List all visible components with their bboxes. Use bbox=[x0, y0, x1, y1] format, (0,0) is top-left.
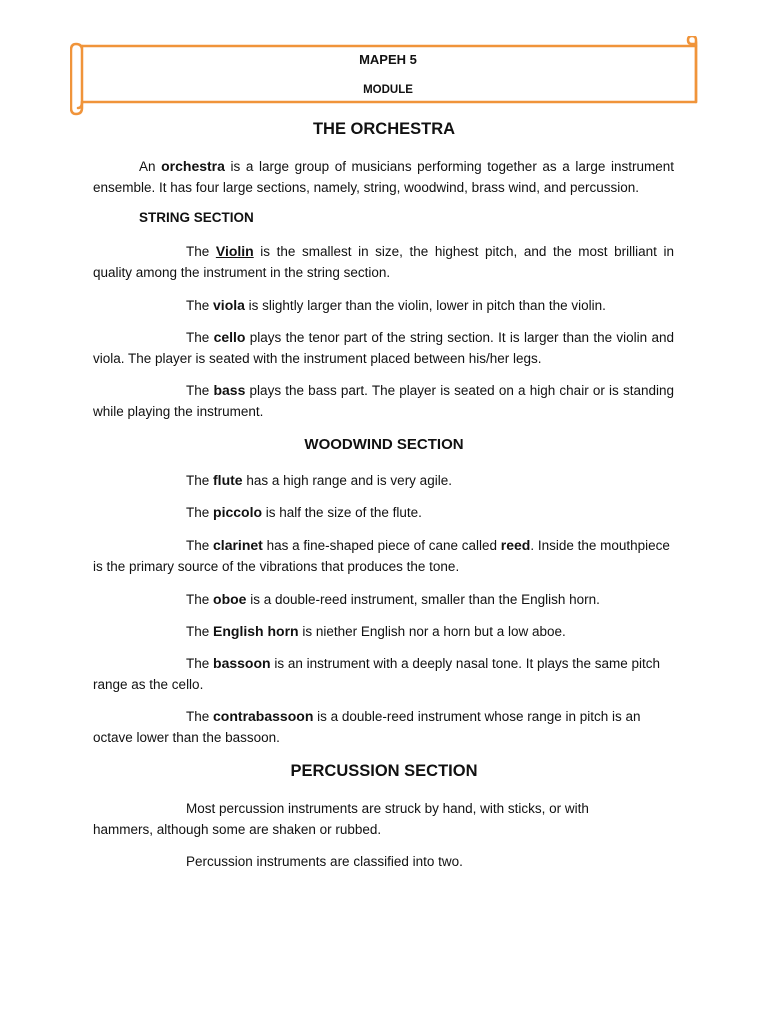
term-oboe: oboe bbox=[213, 591, 247, 607]
flute-paragraph: The flute has a high range and is very agile. bbox=[186, 472, 452, 488]
viola-paragraph: The viola is slightly larger than the violin, lower in pitch than the violin. bbox=[186, 297, 606, 313]
percussion-paragraph-2: Percussion instruments are classified into two. bbox=[186, 854, 463, 869]
contrabassoon-paragraph: The contrabassoon is a double-reed instrument whose range in pitch is an octave lower than the bassoon. bbox=[93, 708, 641, 745]
bassoon-paragraph: The bassoon is an instrument with a deeply nasal tone. It plays the same pitch range as the cello. bbox=[93, 655, 661, 692]
string-section-heading: STRING SECTION bbox=[139, 210, 254, 225]
banner-subject: MAPEH 5 bbox=[359, 52, 417, 67]
term-contrabassoon: contrabassoon bbox=[213, 708, 314, 724]
term-cello: cello bbox=[213, 329, 246, 345]
cello-paragraph: The cello plays the tenor part of the string section. It is larger than the violin and viola. The player is seated with the instrument placed between his/her legs. bbox=[93, 329, 675, 366]
piccolo-paragraph: The piccolo is half the size of the flute. bbox=[186, 504, 422, 520]
term-english-horn: English horn bbox=[213, 623, 299, 639]
intro-paragraph: An orchestra is a large group of musicians performing together as a large instrument ensemble. It has four large sections, namely, string, woodwind, brass wind, and percussion. bbox=[93, 158, 674, 195]
term-bassoon: bassoon bbox=[213, 655, 271, 671]
term-violin: Violin bbox=[215, 243, 254, 259]
oboe-paragraph: The oboe is a double-reed instrument, smaller than the English horn. bbox=[186, 591, 600, 607]
header-banner bbox=[70, 36, 706, 118]
term-bass: bass bbox=[213, 382, 246, 398]
term-clarinet: clarinet bbox=[213, 537, 263, 553]
term-orchestra: orchestra bbox=[161, 158, 225, 174]
term-piccolo: piccolo bbox=[213, 504, 263, 520]
page-title: THE ORCHESTRA bbox=[312, 120, 456, 138]
banner-module-label: MODULE bbox=[363, 84, 413, 96]
percussion-paragraph-1: Most percussion instruments are struck by hand, with sticks, or with hammers, although some are shaken or rubbed. bbox=[93, 801, 589, 837]
violin-paragraph: The Violin is the smallest in size, the highest pitch, and the most brilliant in quality among the instrument in the string section. bbox=[93, 243, 674, 280]
term-reed: reed bbox=[500, 537, 531, 553]
woodwind-section-heading: WOODWIND SECTION bbox=[304, 436, 464, 453]
bass-paragraph: The bass plays the bass part. The player is seated on a high chair or is standing while playing the instrument. bbox=[93, 382, 675, 419]
percussion-section-heading: PERCUSSION SECTION bbox=[290, 762, 478, 780]
term-viola: viola bbox=[213, 297, 245, 313]
clarinet-paragraph: The clarinet has a fine-shaped piece of cane called reed. Inside the mouthpiece is the primary source of the vibrations that produces the tone. bbox=[93, 537, 670, 574]
term-flute: flute bbox=[213, 472, 243, 488]
scroll-banner-shape bbox=[70, 36, 710, 120]
english-horn-paragraph: The English horn is niether English nor a horn but a low aboe. bbox=[186, 623, 566, 639]
